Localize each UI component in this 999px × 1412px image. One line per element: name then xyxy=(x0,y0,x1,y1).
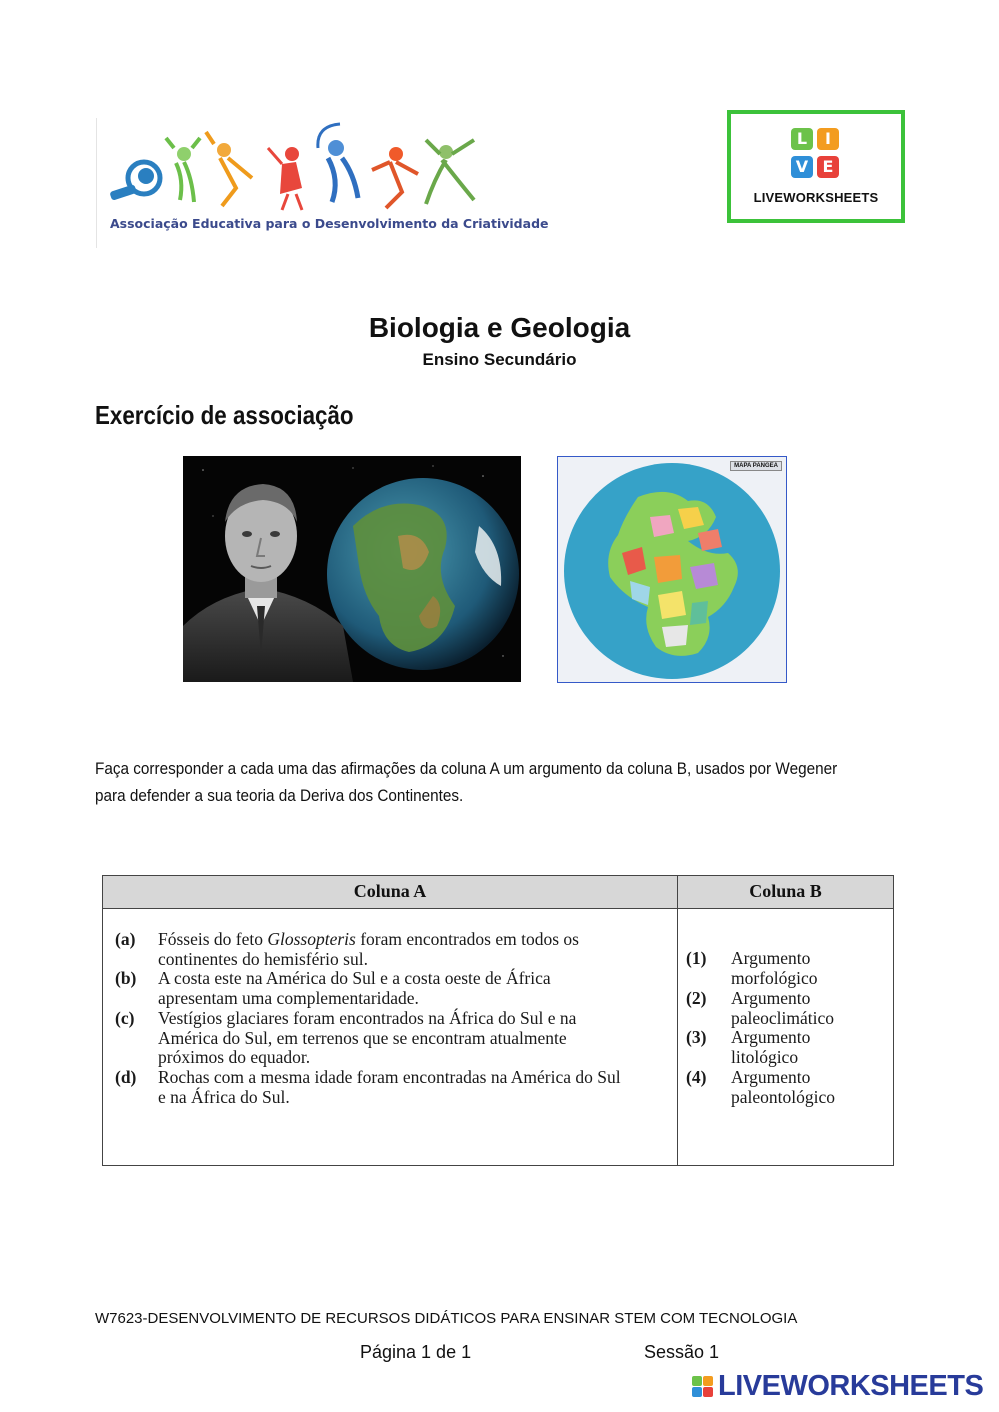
dancing-figures-illustration xyxy=(96,118,496,218)
association-caption: Associação Educativa para o Desenvolvimento da Criatividade xyxy=(110,216,549,231)
item-d-line: e na África do Sul. xyxy=(158,1086,290,1107)
item-d-line: Rochas com a mesma idade foram encontradas na América do Sul xyxy=(158,1067,621,1087)
item-a-text xyxy=(158,930,673,969)
item-a-letter: (a) xyxy=(115,929,136,949)
item-c-line: Vestígios glaciares foram encontrados na África do Sul e na xyxy=(158,1008,577,1028)
live-badge-brand: LIVEWORKSHEETS xyxy=(753,190,879,205)
mini-tile-green xyxy=(692,1376,702,1386)
item-1-text xyxy=(731,949,891,988)
table-column-divider xyxy=(677,876,678,1165)
item-4-number: (4) xyxy=(686,1067,707,1087)
item-1-line: Argumento xyxy=(731,948,811,968)
item-1-number: (1) xyxy=(686,948,707,968)
footer-session: Sessão 1 xyxy=(644,1342,720,1362)
item-4-line: paleontológico xyxy=(731,1086,836,1107)
page-title: Biologia e Geologia xyxy=(368,312,631,343)
item-3-text xyxy=(731,1028,891,1067)
footer-brand-text: LIVEWORKSHEETS xyxy=(718,1370,984,1402)
item-d-text xyxy=(158,1068,673,1107)
item-2-line: paleoclimático xyxy=(731,1007,835,1028)
item-1-line: morfológico xyxy=(731,967,818,988)
item-c-line: próximos do equador. xyxy=(158,1047,311,1068)
map-label: MAPA PANGEA xyxy=(730,461,782,471)
mini-tile-orange xyxy=(703,1376,713,1386)
item-b-letter: (b) xyxy=(115,968,137,988)
live-tile-e: E xyxy=(817,156,839,178)
live-tile-v: V xyxy=(791,156,813,178)
item-b-line: A costa este na América do Sul e a costa oeste de África xyxy=(158,968,551,988)
item-a-line: Fósseis do feto Glossopteris foram encontrados em todos os xyxy=(158,929,579,949)
instructions-line: para defender a sua teoria da Deriva dos Continentes. xyxy=(95,786,464,805)
column-a-header: Coluna A xyxy=(353,881,427,901)
item-2-text xyxy=(731,989,891,1028)
column-b-header: Coluna B xyxy=(749,881,822,901)
liveworksheets-footer-logo xyxy=(690,1372,990,1402)
mini-tile-red xyxy=(703,1387,713,1397)
item-d-letter: (d) xyxy=(115,1067,137,1087)
live-tile-i: I xyxy=(817,128,839,150)
live-tile-l: L xyxy=(791,128,813,150)
item-a-line: continentes do hemisfério sul. xyxy=(158,948,368,969)
item-c-letter: (c) xyxy=(115,1008,135,1028)
item-c-text xyxy=(158,1009,673,1068)
item-c-line: América do Sul, em terrenos que se encontram atualmente xyxy=(158,1027,567,1048)
footer-page-number: Página 1 de 1 xyxy=(360,1342,472,1362)
instructions-paragraph xyxy=(95,755,838,809)
item-4-text xyxy=(731,1068,891,1107)
item-3-line: litológico xyxy=(731,1046,799,1067)
item-2-number: (2) xyxy=(686,988,707,1008)
footer-course-code: W7623-DESENVOLVIMENTO DE RECURSOS DIDÁTICOS PARA ENSINAR STEM COM TECNOLOGIA xyxy=(95,1310,798,1327)
item-b-text xyxy=(158,969,673,1008)
wegener-globe-image xyxy=(183,456,521,682)
item-3-number: (3) xyxy=(686,1027,707,1047)
mini-tile-blue xyxy=(692,1387,702,1397)
liveworksheets-badge xyxy=(727,110,905,223)
matching-table xyxy=(102,875,894,1166)
pangea-map-image xyxy=(557,456,787,683)
item-2-line: Argumento xyxy=(731,988,811,1008)
instructions-line: Faça corresponder a cada uma das afirmações da coluna A um argumento da coluna B, usados por Wegener xyxy=(95,759,838,778)
item-4-line: Argumento xyxy=(731,1067,811,1087)
page-subtitle: Ensino Secundário xyxy=(422,350,577,369)
item-b-line: apresentam uma complementaridade. xyxy=(158,987,419,1008)
item-3-line: Argumento xyxy=(731,1027,811,1047)
section-heading: Exercício de associação xyxy=(95,400,354,430)
